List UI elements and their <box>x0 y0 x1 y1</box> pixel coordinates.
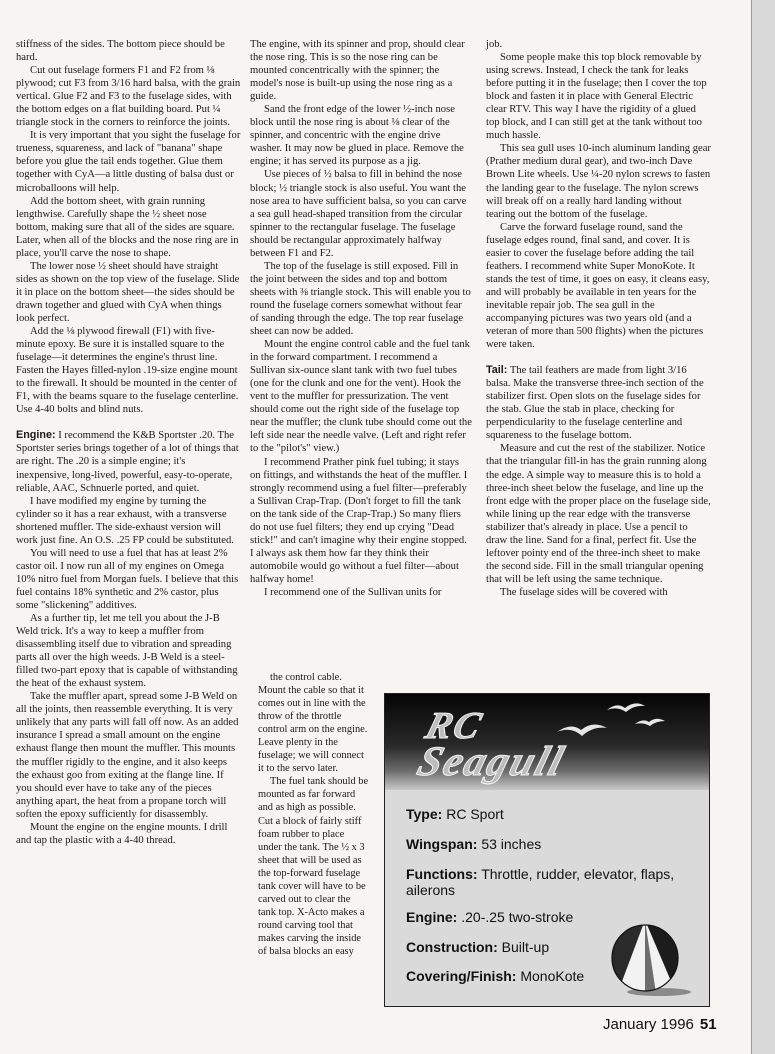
engine-heading: Engine: <box>16 429 56 442</box>
paragraph: Take the muffler apart, spread some J-B Weld on all the joints, then reassemble everything. It is very unlikely that any parts will fall off now. As an added insurance I spread a small amount on the engine exhaust flange then mount the muffler. This mounts the muffler rigidly to the engine, and it also keeps the exhaust goo from exiting at the flange line. If you should ever have to take any of the pieces anything apart, the heat from a propane torch will soften the epoxy sufficiently for disassembly. <box>16 691 239 820</box>
column-3 <box>486 38 711 599</box>
spec-type-label: Type: <box>406 806 443 822</box>
tail-heading: Tail: <box>486 364 508 377</box>
paragraph: Add the bottom sheet, with grain running lengthwise. Carefully shape the ½ sheet nose bottom, making sure that all of the sides are square. Later, when all of the blocks and the nose ring are in place, you'll carve the nose to shape. <box>16 195 239 259</box>
logo-line-2: Seagull <box>412 739 571 785</box>
engine-section-paragraph <box>16 429 241 494</box>
spec-wingspan <box>406 836 541 852</box>
paragraph: This sea gull uses 10-inch aluminum landing gear (Prather medium dural gear), and two-inch Dave Brown Lite wheels. Use ¼-20 nylon screws to fasten the landing gear to the fuselage. The nylon screws will break off on a really hard landing without tearing out the bottom of the fuselage. <box>486 143 711 220</box>
paragraph: Use pieces of ½ balsa to fill in behind the nose block; ½ triangle stock is also useful. You want the nose area to have sufficient balsa, so you can carve a sea gull head-shaped transition from the circular spinner to the rectangular fuselage. The fuselage should be rectangular approximately halfway between F1 and F2. <box>250 169 467 259</box>
paragraph: job. <box>486 39 503 50</box>
paragraph: The top of the fuselage is still exposed. Fill in the joint between the sides and top and bottom sheets with ⅜ triangle stock. This will enable you to round the fuselage corners somewhat without fear of sanding through the edge. The top rear fuselage sheet can now be added. <box>250 260 471 338</box>
spec-type <box>406 806 504 822</box>
spec-functions <box>406 866 696 898</box>
tail-section-text: The tail feathers are made from light 3/16 balsa. Make the transverse three-inch section of the stabilizer first. Open slots on the fuselage sides for the stab. Glue the stab in place, checking for perpendicularity to the fuselage centerline and squareness to the fuselage bottom. <box>486 365 704 442</box>
rc-seagull-logo-banner <box>385 694 709 790</box>
page-edge <box>751 0 775 1054</box>
page-number: 51 <box>699 1016 717 1033</box>
paragraph: Sand the front edge of the lower ½-inch nose block until the nose ring is about ⅛ clear of the spinner, and concentric with the engine drive washer. It may now be glued in place. Remove the engine; it has served its purpose as a jig. <box>250 104 464 168</box>
paragraph: the control cable. Mount the cable so that it comes out in line with the throw of the throttle control arm on the engine. Leave plenty in the fuselage; we will connect it to the servo later. <box>258 672 368 775</box>
column-2 <box>250 38 472 599</box>
paragraph: Add the ⅛ plywood firewall (F1) with five-minute epoxy. Be sure it is installed square to the fuselage—it determines the engine's thrust line. Fasten the Hayes filled-nylon .19-size engine mount to the firewall. It should be mounted in the center of F1, with the beams square to the fuselage centerline. Use 4-40 bolts and blind nuts. <box>16 326 239 416</box>
spec-card <box>384 693 710 1007</box>
spec-covering-value: MonoKote <box>520 968 585 984</box>
paragraph: The lower nose ½ sheet should have straight sides as shown on the top view of the fuselage. Slide it in place on the bottom sheet—the sides should be drawn together and glued with CyA when things look perfect. <box>16 260 240 324</box>
spec-construction <box>406 939 549 955</box>
spec-covering-label: Covering/Finish: <box>406 968 517 984</box>
logo-line-1: RC <box>420 705 488 747</box>
column-2-narrow <box>258 671 370 958</box>
paragraph: Cut out fuselage formers F1 and F2 from ⅛ plywood; cut F3 from 3/16 hard balsa, with the grain vertical. Glue F2 and F3 to the fuselage sides, with the bottom edges on a flat building board. Put ¼ triangle stock in the corners to reinforce the joints. <box>16 65 241 129</box>
paragraph: Mount the engine on the engine mounts. I drill and tap the plastic with a 4-40 thread. <box>16 821 228 846</box>
paragraph: Mount the engine control cable and the fuel tank in the forward compartment. I recommend a Sullivan six-ounce slant tank with two fuel tubes (one for the clunk and one for the vent). Hook the vent to the muffler for pressurization. The vent should come out the right side of the fuselage top near the muffler; the clunk tube should come out the left side near the needle valve. (Left and right refer to the "pilot's" view.) <box>250 339 472 455</box>
page-footer <box>603 1016 717 1033</box>
beach-ball-icon <box>607 920 697 998</box>
paragraph: I recommend Prather pink fuel tubing; it stays on fittings, and withstands the heat of the muffler. I strongly recommend using a fuel filter—preferably a Sullivan Crap-Trap. (Don't forget to fill the tank on the tank side of the Crap-Trap.) So many fliers do not use fuel filters; they end up crying "Dead stick!" and can't imagine why their engine stopped. I always ask them how far they think their automobile would go without a fuel filter—about halfway home! <box>250 456 468 585</box>
paragraph: Carve the forward fuselage round, sand the fuselage edges round, final sand, and cover. It is easier to cover the fuselage before adding the tail feathers. I recommend white Super MonoKote. It stands the test of time, it goes on easy, it cleans easy, and will probably be available in ten years for the inevitable repair job. The sea gull in the accompanying pictures was two years old (and a veteran of more than 500 flights) when the pictures were taken. <box>486 221 710 351</box>
paragraph: You will need to use a fuel that has at least 2% castor oil. I now run all of my engines on Omega 10% nitro fuel from Morgan fuels. I believe that this fuel contains 18% synthetic and 2% castor, plus some "slickening" additives. <box>16 547 239 611</box>
footer-date: January 1996 <box>603 1016 694 1033</box>
paragraph: Some people make this top block removable by using screws. Instead, I check the tank for leaks before putting it in the fuselage; then I cover the top block and fasten it in place with General Electric clear RTV. This way I have the rigidity of a glued top block, and I can still get at the tank without too much hassle. <box>486 52 707 142</box>
paragraph: The fuselage sides will be covered with <box>500 586 668 598</box>
paragraph: I have modified my engine by turning the cylinder so it has a rear exhaust, with a transverse shortened muffler. The side-exhaust version will work just fine. An O.S. .25 FP could be substituted. <box>16 495 234 546</box>
tail-section-paragraph <box>486 364 711 442</box>
spec-construction-label: Construction: <box>406 939 498 955</box>
paragraph: The engine, with its spinner and prop, should clear the nose ring. This is so the nose ring can be mounted concentrically with the spinner; the model's nose is built-up using the nose ring as a guide. <box>250 39 465 103</box>
spec-functions-value: Throttle, rudder, elevator, flaps, ailerons <box>406 866 675 898</box>
spec-covering <box>406 968 584 984</box>
spec-type-value: RC Sport <box>446 806 504 822</box>
spec-engine-label: Engine: <box>406 909 458 925</box>
spec-engine-value: .20-.25 two-stroke <box>461 909 574 925</box>
spec-wingspan-label: Wingspan: <box>406 836 478 852</box>
spec-functions-label: Functions: <box>406 866 478 882</box>
paragraph: stiffness of the sides. The bottom piece should be hard. <box>16 39 225 64</box>
engine-section-text: I recommend the K&B Sportster .20. The Sportster series brings together of a lot of things that are right. The .20 is a simple engine; it's inexpensive, long-lived, powerful, easy-to-operate, reliable, AAC, Schnuerle ported, and quiet. <box>16 430 239 494</box>
spec-wingspan-value: 53 inches <box>481 836 542 852</box>
spec-engine <box>406 909 573 925</box>
paragraph: I recommend one of the Sullivan units for <box>264 586 442 598</box>
column-1 <box>16 38 241 847</box>
paragraph: The fuel tank should be mounted as far forward and as high as possible. Cut a block of fairly stiff foam rubber to place under the tank. The ½ x 3 sheet that will be used as the top-forward fuselage tank cover will have to be carved out to clear the tank top. X-Acto makes a round carving tool that makes carving the inside of balsa blocks an easy <box>258 776 369 957</box>
paragraph: Measure and cut the rest of the stabilizer. Notice that the triangular fill-in has the grain running along the edge. A simple way to measure this is to hold a three-inch sheet below the fuselage, and line up the front edge with the proper place on the fuselage side, while lining up the rear edge with the transverse stabilizer that's already in place. Use a pencil to draw the line. Sand for a final, perfect fit. Use the leftover pointy end of the three-inch sheet to make the second side. Fill in the small triangular opening that will be left using the same technique. <box>486 443 711 585</box>
paragraph: It is very important that you sight the fuselage for trueness, squareness, and lack of "banana" shape before you glue the tail ends together. Glue them together with CyA—a little dusting of balsa dust or microballoons will help. <box>16 130 241 194</box>
spec-construction-value: Built-up <box>501 939 550 955</box>
paragraph: As a further tip, let me tell you about the J-B Weld trick. It's a way to keep a muffler from disassembling itself due to vibration and spreading parts all over the high weeds. J-B Weld is a steel-filled two-part epoxy that is capable of withstanding the heat of the exhaust system. <box>16 613 238 690</box>
